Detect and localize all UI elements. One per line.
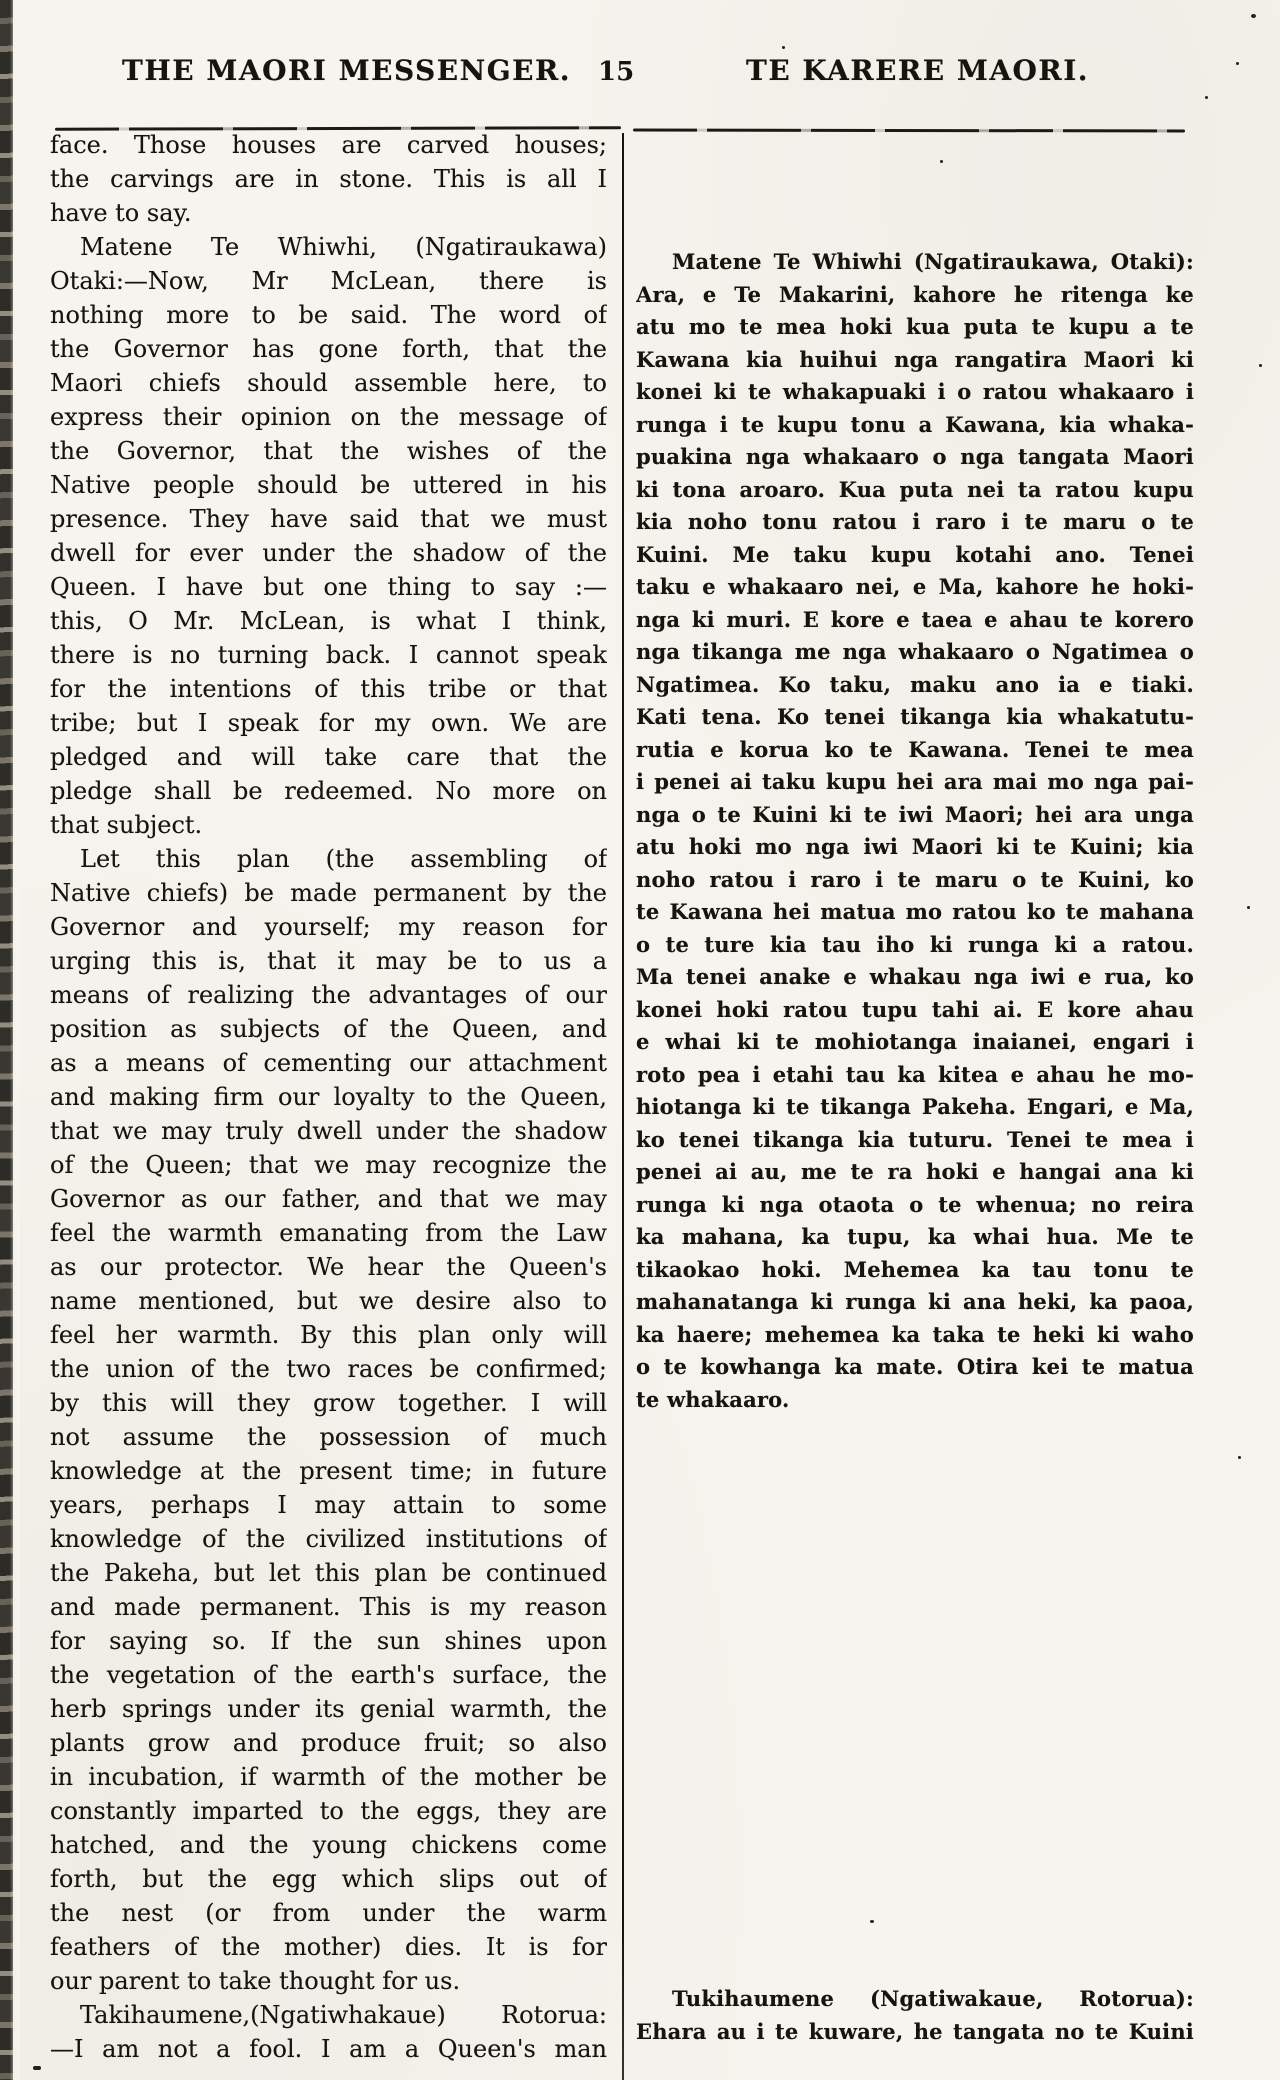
text-line: kia noho tonu ratou i raro i te maru o te xyxy=(636,509,1194,534)
text-line: constantly imparted to the eggs, they are xyxy=(50,1797,607,1825)
ink-speck xyxy=(1238,1456,1241,1459)
text-line: forth, but the egg which slips out of xyxy=(50,1865,607,1893)
text-line: feel the warmth emanating from the Law xyxy=(50,1219,607,1247)
english-column xyxy=(50,128,607,2066)
text-line: plants grow and produce fruit; so also xyxy=(50,1729,607,1757)
text-line: knowledge of the civilized institutions of xyxy=(50,1525,607,1553)
text-line: the vegetation of the earth's surface, the xyxy=(50,1661,607,1689)
text-line: and made permanent. This is my reason xyxy=(50,1593,607,1621)
ink-speck xyxy=(1251,14,1256,18)
text-line: Governor as our father, and that we may xyxy=(50,1185,607,1213)
text-line: for saying so. If the sun shines upon xyxy=(50,1627,607,1655)
text-line: express their opinion on the message of xyxy=(50,403,607,431)
text-line: o te kowhanga ka mate. Otira kei te matua xyxy=(636,1354,1194,1379)
page-number: 15 xyxy=(598,57,635,87)
text-line: i penei ai taku kupu hei ara mai mo nga pai- xyxy=(636,769,1194,794)
text-line: ka mahana, ka tupu, ka whai hua. Me te xyxy=(636,1224,1194,1249)
text-line: presence. They have said that we must xyxy=(50,505,607,533)
text-line: —I am not a fool. I am a Queen's man xyxy=(50,2035,607,2063)
text-line: Kawana kia huihui nga rangatira Maori ki xyxy=(636,346,1194,372)
paragraph xyxy=(636,1982,1194,2048)
text-line: Matene Te Whiwhi, (Ngatiraukawa) xyxy=(80,233,607,261)
text-line: knowledge at the present time; in future xyxy=(50,1457,607,1485)
text-line: Let this plan (the assembling of xyxy=(80,845,607,873)
text-line: have to say. xyxy=(50,199,192,227)
ink-speck xyxy=(940,160,943,163)
text-line: that subject. xyxy=(50,811,203,839)
text-line: there is no turning back. I cannot speak xyxy=(50,641,607,669)
text-line: Maori chiefs should assemble here, to xyxy=(50,369,607,397)
text-line: tikaokao hoki. Mehemea ka tau tonu te xyxy=(636,1256,1194,1282)
text-line: this, O Mr. McLean, is what I think, xyxy=(50,607,607,635)
text-line: by this will they grow together. I will xyxy=(50,1389,607,1417)
maori-column xyxy=(636,246,1194,1416)
text-line: the Pakeha, but let this plan be continued xyxy=(50,1559,607,1587)
text-line: nga o te Kuini ki te iwi Maori; hei ara unga xyxy=(636,801,1194,827)
text-line: the nest (or from under the warm xyxy=(50,1899,607,1927)
text-line: in incubation, if warmth of the mother be xyxy=(50,1763,607,1791)
text-line: Governor and yourself; my reason for xyxy=(50,913,607,941)
text-line: feel her warmth. By this plan only will xyxy=(50,1321,607,1349)
text-line: years, perhaps I may attain to some xyxy=(50,1491,607,1519)
text-line: as our protector. We hear the Queen's xyxy=(50,1253,607,1281)
text-line: te whakaaro. xyxy=(636,1386,790,1412)
header-rule-right xyxy=(633,129,1185,133)
text-line: Ma tenei anake e whakau nga iwi e rua, ko xyxy=(636,964,1194,989)
text-line: penei ai au, me te ra hoki e hangai ana ki xyxy=(636,1159,1194,1184)
text-line: rutia e korua ko te Kawana. Tenei te mea xyxy=(636,736,1194,762)
text-line: face. Those houses are carved houses; xyxy=(50,131,607,159)
ink-speck xyxy=(1236,62,1239,65)
ink-speck xyxy=(33,2066,41,2070)
text-line: pledged and will take care that the xyxy=(50,743,607,771)
text-line: nothing more to be said. The word of xyxy=(50,301,607,329)
text-line: taku e whakaaro nei, e Ma, kahore he hoki- xyxy=(636,574,1194,599)
text-line: Ngatimea. Ko taku, maku ano ia e tiaki. xyxy=(636,671,1194,697)
text-line: Otaki:—Now, Mr McLean, there is xyxy=(50,267,607,295)
text-line: the carvings are in stone. This is all I xyxy=(50,165,607,193)
text-line: Native people should be uttered in his xyxy=(50,471,607,499)
paragraph xyxy=(50,128,607,230)
text-line: hatched, and the young chickens come xyxy=(50,1831,607,1859)
text-line: Matene Te Whiwhi (Ngatiraukawa, Otaki): xyxy=(672,249,1194,274)
text-line: name mentioned, but we desire also to xyxy=(50,1287,607,1315)
text-line: konei hoki ratou tupu tahi ai. E kore ahau xyxy=(636,996,1194,1022)
text-line: the Governor, that the wishes of the xyxy=(50,437,607,465)
text-line: feathers of the mother) dies. It is for xyxy=(50,1933,607,1961)
text-line: runga i te kupu tonu a Kawana, kia whaka- xyxy=(636,411,1194,437)
ink-speck xyxy=(1259,364,1262,367)
text-line: hiotanga ki te tikanga Pakeha. Engari, e Ma, xyxy=(636,1094,1194,1119)
text-line: te Kawana hei matua mo ratou ko te mahana xyxy=(636,899,1194,924)
maori-column-bottom xyxy=(636,1982,1194,2048)
text-line: of the Queen; that we may recognize the xyxy=(50,1151,607,1179)
masthead-maori: TE KARERE MAORI. xyxy=(746,54,1090,87)
text-line: position as subjects of the Queen, and xyxy=(50,1015,607,1043)
text-line: Native chiefs) be made permanent by the xyxy=(50,879,607,907)
text-line: ki tona aroaro. Kua puta nei ta ratou kupu xyxy=(636,476,1194,502)
text-line: konei ki te whakapuaki i o ratou whakaaro i xyxy=(636,379,1194,404)
text-line: Kati tena. Ko tenei tikanga kia whakatutu- xyxy=(636,704,1194,729)
paragraph xyxy=(636,246,1194,1416)
text-line: that we may truly dwell under the shadow xyxy=(50,1117,607,1145)
binding-edge-fade xyxy=(10,0,20,2080)
ink-speck xyxy=(870,1920,874,1923)
text-line: Ehara au i te kuware, he tangata no te Kuini xyxy=(636,2019,1194,2044)
text-line: nga tikanga me nga whakaaro o Ngatimea o xyxy=(636,639,1194,664)
ink-speck xyxy=(1247,906,1250,909)
ink-speck xyxy=(782,46,785,49)
text-line: mahanatanga ki runga ki ana heki, ka paoa, xyxy=(636,1289,1194,1314)
text-line: Ara, e Te Makarini, kahore he ritenga ke xyxy=(636,281,1194,307)
text-line: atu mo te mea hoki kua puta te kupu a te xyxy=(636,314,1194,339)
text-line: Kuini. Me taku kupu kotahi ano. Tenei xyxy=(636,541,1194,567)
text-line: ka haere; mehemea ka taka te heki ki waho xyxy=(636,1321,1194,1347)
text-line: the Governor has gone forth, that the xyxy=(50,335,607,363)
text-line: as a means of cementing our attachment xyxy=(50,1049,607,1077)
text-line: o te ture kia tau iho ki runga ki a ratou. xyxy=(636,931,1194,957)
column-divider xyxy=(622,133,624,2080)
masthead-english: THE MAORI MESSENGER. xyxy=(122,54,571,87)
paragraph xyxy=(50,1998,607,2066)
ink-speck xyxy=(1205,96,1208,99)
text-line: the union of the two races be confirmed; xyxy=(50,1355,607,1383)
text-line: pledge shall be redeemed. No more on xyxy=(50,777,607,805)
text-line: Queen. I have but one thing to say :— xyxy=(50,573,607,601)
text-line: urging this is, that it may be to us a xyxy=(50,947,607,975)
text-line: tribe; but I speak for my own. We are xyxy=(50,709,607,737)
text-line: Takihaumene,(Ngatiwhakaue) Rotorua: xyxy=(80,2001,607,2029)
paragraph xyxy=(50,842,607,1998)
text-line: not assume the possession of much xyxy=(50,1423,607,1451)
text-line: ko tenei tikanga kia tuturu. Tenei te mea i xyxy=(636,1126,1194,1152)
text-line: Tukihaumene (Ngatiwakaue, Rotorua): xyxy=(672,1986,1194,2011)
text-line: atu hoki mo nga iwi Maori ki te Kuini; kia xyxy=(636,834,1194,859)
text-line: nga ki muri. E kore e taea e ahau te korero xyxy=(636,606,1194,632)
text-line: noho ratou i raro i te maru o te Kuini, ko xyxy=(636,866,1194,892)
text-line: means of realizing the advantages of our xyxy=(50,981,607,1009)
text-line: roto pea i etahi tau ka kitea e ahau he mo- xyxy=(636,1061,1194,1087)
text-line: herb springs under its genial warmth, the xyxy=(50,1695,607,1723)
text-line: our parent to take thought for us. xyxy=(50,1967,461,1995)
text-line: e whai ki te mohiotanga inaianei, engari i xyxy=(636,1029,1194,1054)
text-line: puakina nga whakaaro o nga tangata Maori xyxy=(636,444,1194,469)
text-line: for the intentions of this tribe or that xyxy=(50,675,607,703)
paragraph xyxy=(50,230,607,842)
text-line: dwell for ever under the shadow of the xyxy=(50,539,607,567)
text-line: runga ki nga otaota o te whenua; no reira xyxy=(636,1191,1194,1217)
text-line: and making firm our loyalty to the Queen, xyxy=(50,1083,607,1111)
